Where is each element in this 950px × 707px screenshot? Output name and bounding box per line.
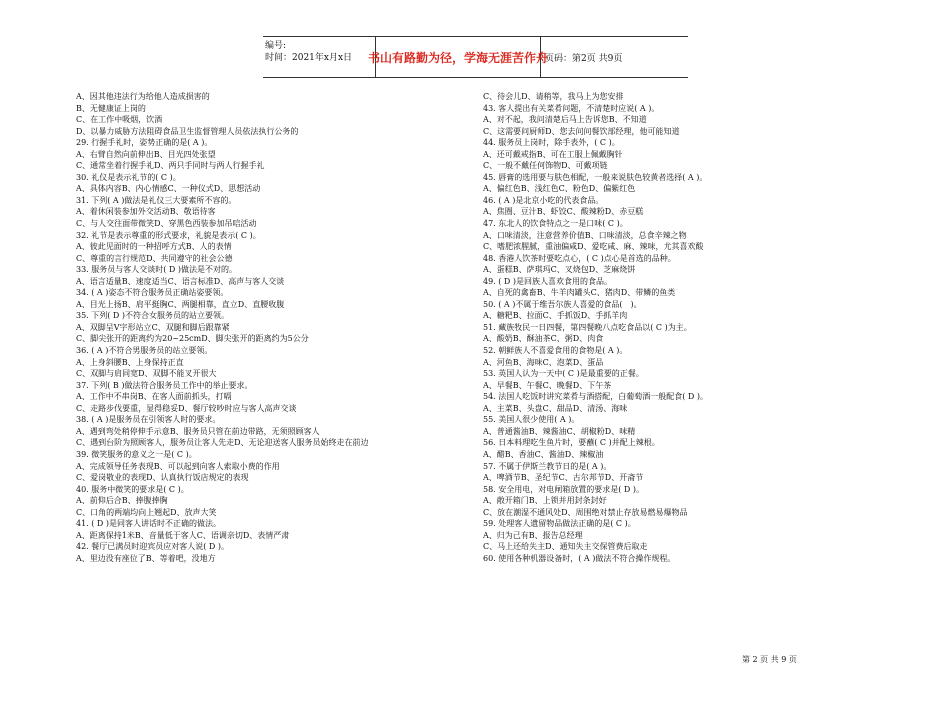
question-line: 60. 使用各种机器设备时，( A )做法不符合操作规程。 (483, 553, 676, 563)
option-text: D、认真执行饭店规定的表现 (146, 473, 249, 483)
option-text: C、脚尖张开的距离约为20~25cm (76, 334, 202, 344)
option-text: D、无论迎送客人服务员始终走在前边 (234, 438, 369, 448)
option-text: D、带鳞的鱼类 (620, 288, 676, 298)
question-line: 37. 下列( B )做法符合服务员工作中的举止要求。 (76, 380, 253, 390)
option-row (483, 449, 888, 461)
question-line: 34. ( A )姿态不符合服务员正确站姿要领。 (76, 288, 229, 298)
question-line: 47. 东北人的饮食特点之一是口味( C )。 (483, 219, 628, 229)
option-text: B、不知道 (608, 115, 647, 125)
option-text: A、偏红色 (483, 184, 521, 194)
option-row (76, 403, 481, 415)
option-text: C、走路步伐要重，显得稳妥 (76, 403, 179, 413)
option-row (76, 472, 481, 484)
option-text: D、高声与客人交谈 (213, 276, 285, 286)
option-row (483, 230, 888, 242)
option-text: D、您去问问餐饮部经理，他可能知道 (545, 126, 680, 136)
option-text: B、目光四处张望 (153, 149, 216, 159)
option-text: A、右臂自然向前伸出 (76, 149, 154, 159)
option-row (76, 299, 481, 311)
option-row (76, 333, 481, 345)
option-row (483, 357, 888, 369)
option-text: A、里边没有座位了 (76, 553, 146, 563)
question-line: 29. 行握手礼时，姿势正确的是( A )。 (76, 138, 213, 148)
option-text: C、手抓饭 (542, 311, 581, 321)
option-text: B、萨琪玛 (512, 265, 551, 275)
option-row (76, 183, 481, 195)
option-text: D、可戴项链 (561, 161, 608, 171)
option-text: C、马上还给失主 (483, 542, 546, 552)
option-text: D、餐厅较吵时应与客人高声交谈 (178, 403, 297, 413)
question-line: 44. 服务员上岗时，除手表外，( C )。 (483, 138, 620, 148)
option-text: D、芝麻烧饼 (588, 265, 636, 275)
question-line: 33. 服务员与客人交谈时( D )做法是不对的。 (76, 265, 238, 275)
option-text: C、古尔邦节 (558, 473, 605, 483)
question-line: 59. 处理客人遗留物品做法正确的是( C )。 (483, 519, 636, 529)
option-text: C、叉烧包 (550, 265, 589, 275)
option-row (483, 241, 888, 253)
option-text: C、遇到台阶为照顾客人，服务员让客人先走 (76, 438, 235, 448)
option-text: C、嗜肥浓腥腻，重油偏咸 (483, 242, 578, 252)
option-row (76, 357, 481, 369)
option-text: D、下午茶 (572, 380, 612, 390)
option-text: A、距离保持1米 (76, 530, 135, 540)
question-line: 31. 下列( A )做法是礼仪三大要素所不容的。 (76, 195, 237, 205)
option-text: B、可在工服上佩戴胸针 (536, 149, 623, 159)
option-row (76, 507, 481, 519)
option-row (483, 495, 888, 507)
question-line: 50. ( A )不属于维吾尔族人喜爱的食品( )。 (483, 299, 642, 309)
option-text: C、泡菜 (542, 357, 573, 367)
question-line: 52. 朝鲜族人不喜爱食用的食物是( A )。 (483, 346, 628, 356)
option-text: D、偏紫红色 (588, 184, 636, 194)
option-row (483, 160, 888, 172)
option-row (483, 91, 888, 103)
option-text: D、两只手同时与两人行握手礼 (154, 161, 265, 171)
question-line: 46. ( A )是北京小吃的代表食品。 (483, 195, 604, 205)
option-text: D、穿黑色西装参加吊唁活动 (154, 219, 257, 229)
page-header (263, 36, 688, 78)
option-text: B、口味清淡，总食辛辣之物 (584, 230, 687, 240)
option-text: A、具体内容 (76, 184, 122, 194)
option-text: C、猪肉 (590, 288, 621, 298)
question-line: 42. 餐厅已满员时迎宾员应对客人说( D )。 (76, 542, 230, 552)
question-line: 49. ( D )是回族人喜欢食用的食品。 (483, 276, 613, 286)
option-text: D、蛋品 (572, 357, 604, 367)
option-text: D、清汤、海味 (572, 403, 628, 413)
option-text: D、开斋节 (604, 473, 644, 483)
option-row (483, 380, 888, 392)
option-text: B、牛羊肉罐头 (536, 288, 591, 298)
option-text: A、工作中不串岗 (76, 392, 138, 402)
option-row (76, 368, 481, 380)
option-text: B、头盘 (512, 403, 543, 413)
option-text: B、内心情感 (121, 184, 168, 194)
option-text: A、普通酱油 (483, 426, 529, 436)
question-line: 54. 法国人吃饭时讲究菜肴与酒搭配，白葡萄酒一般配食( D )。 (483, 392, 709, 402)
option-text: A、对不起，我问清楚后马上告诉您 (483, 115, 609, 125)
option-text: B、虾饺 (536, 207, 567, 217)
option-text: A、敞开箱门 (483, 496, 529, 506)
option-text: B、在客人面前抓头，打嗝 (137, 392, 232, 402)
option-text: A、前仰后合 (76, 496, 122, 506)
option-row (483, 472, 888, 484)
option-text: A、早餐 (483, 380, 513, 390)
option-text: A、完成领导任务表现 (76, 461, 154, 471)
left-column (76, 91, 481, 564)
option-text: C、爱岗敬业的表现 (76, 473, 147, 483)
option-text: B、海味 (512, 357, 543, 367)
option-text: D、爱吃咸、麻、辣味，尤其喜欢酸 (577, 242, 704, 252)
option-row (76, 391, 481, 403)
option-row (483, 183, 888, 195)
option-text: A、遇到弯处稍停伸手示意 (76, 426, 170, 436)
option-text: A、啤酒节 (483, 473, 521, 483)
option-text: B、拉面 (512, 311, 543, 321)
page-footer: 第 2 页 共 9 页 (742, 655, 797, 664)
option-text: D、请稍等，我马上为您安排 (521, 92, 624, 101)
header-motto: 书山有路勤为径，学海无涯苦作舟 (375, 37, 541, 77)
option-text: D、肉食 (572, 334, 604, 344)
option-text: D、赤豆糕 (604, 207, 644, 217)
header-left (265, 40, 375, 64)
option-text: C、一种仪式 (167, 184, 214, 194)
option-text: A、蛋糕 (483, 265, 513, 275)
question-line: 39. 微笑服务的意义之一是( C )。 (76, 449, 197, 459)
question-line: 36. ( A )不符合男服务员的站立要领。 (76, 346, 213, 356)
option-row (76, 206, 481, 218)
option-text: A、糖粑 (483, 311, 513, 321)
option-row (76, 495, 481, 507)
option-text: C、双腿和脚后跟靠紧 (151, 322, 230, 332)
option-text: D、思想活动 (213, 184, 261, 194)
question-line: 53. 英国人认为一天中( C )是最重要的正餐。 (483, 369, 644, 379)
option-text: C、尊重的言行规范 (76, 253, 147, 263)
option-text: C、一般不戴任何饰物 (483, 161, 562, 171)
option-text: D、脚尖张开的距离约为5公分 (201, 334, 309, 344)
option-text: A、上身斜腰 (76, 357, 122, 367)
option-text: A、双脚呈V字形站立 (76, 322, 152, 332)
option-text: D、周围绝对禁止存放易燃易爆物品 (561, 507, 688, 517)
option-text: B、音量低于客人 (134, 530, 197, 540)
option-text: C、双脚与肩同宽 (76, 369, 139, 379)
option-text: C、两腿相靠，直立 (167, 299, 238, 309)
option-text: C、放在潮湿不通风处 (483, 507, 562, 517)
option-row (76, 437, 481, 449)
option-row (483, 287, 888, 299)
question-line: 41. ( D )是同客人讲话时不正确的做法。 (76, 519, 222, 529)
option-text: D、直腰收腹 (237, 299, 285, 309)
option-row (483, 333, 888, 345)
option-text: A、口味清淡，注意营养价值 (483, 230, 585, 240)
option-text: A、还可戴戒指 (483, 149, 537, 159)
option-text: C、粉色 (558, 184, 589, 194)
option-text: C、酸辣粉 (566, 207, 605, 217)
option-text: D、放声大笑 (170, 507, 217, 517)
option-text: A、归为己有 (483, 530, 529, 540)
option-text: D、共同遵守的社会公德 (146, 253, 233, 263)
option-text: B、辣酱油 (528, 426, 567, 436)
option-text: C、语调亲切 (196, 530, 243, 540)
option-text: D、辣椒油 (564, 449, 604, 459)
question-line: C、在工作中吸烟，饮酒 (76, 115, 163, 125)
option-row (483, 310, 888, 322)
option-text: A、彼此见面时的一种招呼方式 (76, 242, 186, 252)
question-line: 32. 礼节是表示尊重的形式要求，礼貌是表示( C )。 (76, 230, 261, 240)
option-text: A、主菜 (483, 403, 513, 413)
question-line: 45. 唇膏的选用要与肤色相配，一般来说肤色较黄者选择( A )。 (483, 172, 708, 182)
option-text: C、待会儿 (483, 92, 522, 101)
doc-number-label: 编号: (265, 41, 287, 51)
option-text: D、通知失主交保管费后取走 (545, 542, 648, 552)
option-text: B、捧腹捧胸 (121, 496, 168, 506)
option-text: B、上身保持正直 (121, 357, 184, 367)
option-row (483, 264, 888, 276)
option-row (76, 276, 481, 288)
option-text: A、目光上扬 (76, 299, 122, 309)
option-text: B、可以起到向客人索取小费的作用 (153, 461, 280, 471)
question-line: 35. 下列( D )不符合女服务员的站立要领。 (76, 311, 230, 321)
question-line: B、无健康证上岗的 (76, 103, 146, 113)
option-text: C、晚餐 (542, 380, 573, 390)
option-row (76, 461, 481, 473)
question-line: 56. 日本料理吃生鱼片时，要蘸( C )并配上辣根。 (483, 438, 660, 448)
option-text: B、敬语待客 (169, 207, 216, 217)
option-text: B、午餐 (512, 380, 543, 390)
option-text: A、焦圈、豆汁 (483, 207, 537, 217)
question-line: 40. 服务中微笑的要求是( C )。 (76, 484, 189, 494)
option-text: B、圣纪节 (520, 473, 559, 483)
option-text: C、语言标准 (167, 276, 214, 286)
option-row (76, 253, 481, 265)
option-text: A、自死的禽畜 (483, 288, 537, 298)
option-row (483, 426, 888, 438)
option-row (76, 322, 481, 334)
option-row (483, 206, 888, 218)
question-line: 43. 客人提出有关菜肴问题，不清楚时应说( A )。 (483, 103, 660, 113)
option-text: D、手抓羊肉 (580, 311, 628, 321)
option-text: C、这需要问厨师 (483, 126, 546, 136)
option-text: B、服务员只管在前边带路，无须照顾客人 (169, 426, 320, 436)
question-line: 48. 香港人饮茶时要吃点心，( C )点心是首选的品种。 (483, 253, 676, 263)
option-row (483, 530, 888, 542)
option-text: A、醋 (483, 449, 505, 459)
option-text: B、肩平挺胸 (121, 299, 168, 309)
option-row (76, 160, 481, 172)
option-text: B、上锁并用封条封好 (528, 496, 607, 506)
option-text: C、与人交往面带微笑 (76, 219, 155, 229)
header-page-label: 页码：第2页 共9页 (545, 53, 623, 64)
option-row (76, 241, 481, 253)
option-row (76, 426, 481, 438)
option-text: C、口角的两端均向上翘起 (76, 507, 171, 517)
question-line: 38. ( A )是服务员在引领客人时的要求。 (76, 415, 221, 425)
question-line: A、因其他违法行为给他人造成损害的 (76, 92, 210, 101)
option-text: A、语言适量 (76, 276, 122, 286)
option-text: D、表情严肃 (242, 530, 290, 540)
right-column (483, 91, 888, 564)
option-text: D、双脚不能叉开很大 (138, 369, 217, 379)
option-text: B、浅红色 (520, 184, 559, 194)
question-line: 51. 藏族牧民一日四餐，第四餐晚八点吃食品以( C )为主。 (483, 322, 692, 332)
option-row (76, 149, 481, 161)
question-line: 58. 安全用电，对电闸箱放置的要求是( D )。 (483, 484, 645, 494)
option-text: A、河鱼 (483, 357, 513, 367)
option-row (483, 114, 888, 126)
option-row (483, 403, 888, 415)
question-line: 57. 不属于伊斯兰教节日的是( A )。 (483, 461, 612, 471)
option-text: C、通常坐着行握手礼 (76, 161, 155, 171)
doc-time-label: 时间：2021年x月x日 (265, 53, 353, 63)
option-row (483, 149, 888, 161)
option-text: A、酸奶 (483, 334, 513, 344)
option-text: B、报告总经理 (528, 530, 583, 540)
question-line: 55. 美国人很少使用( A )。 (483, 415, 580, 425)
option-text: B、速度适当 (121, 276, 168, 286)
option-text: B、等着吧，没地方 (145, 553, 216, 563)
option-row (76, 553, 481, 565)
option-text: C、甜品 (542, 403, 573, 413)
option-text: D、味精 (604, 426, 636, 436)
option-text: B、香油 (504, 449, 535, 459)
option-text: A、着休闲装参加外交活动 (76, 207, 170, 217)
option-row (76, 530, 481, 542)
option-text: C、酱油 (534, 449, 565, 459)
option-row (483, 507, 888, 519)
option-row (483, 126, 888, 138)
question-line: D、以暴力威胁方法阻碍食品卫生监督管理人员依法执行公务的 (76, 126, 299, 136)
question-line: 30. 礼仪是表示礼节的( C )。 (76, 172, 181, 182)
option-row (76, 218, 481, 230)
option-text: B、人的表情 (185, 242, 232, 252)
option-row (483, 541, 888, 553)
option-text: C、粥 (550, 334, 573, 344)
option-text: C、胡椒粉 (566, 426, 605, 436)
option-text: B、酥油茶 (512, 334, 551, 344)
